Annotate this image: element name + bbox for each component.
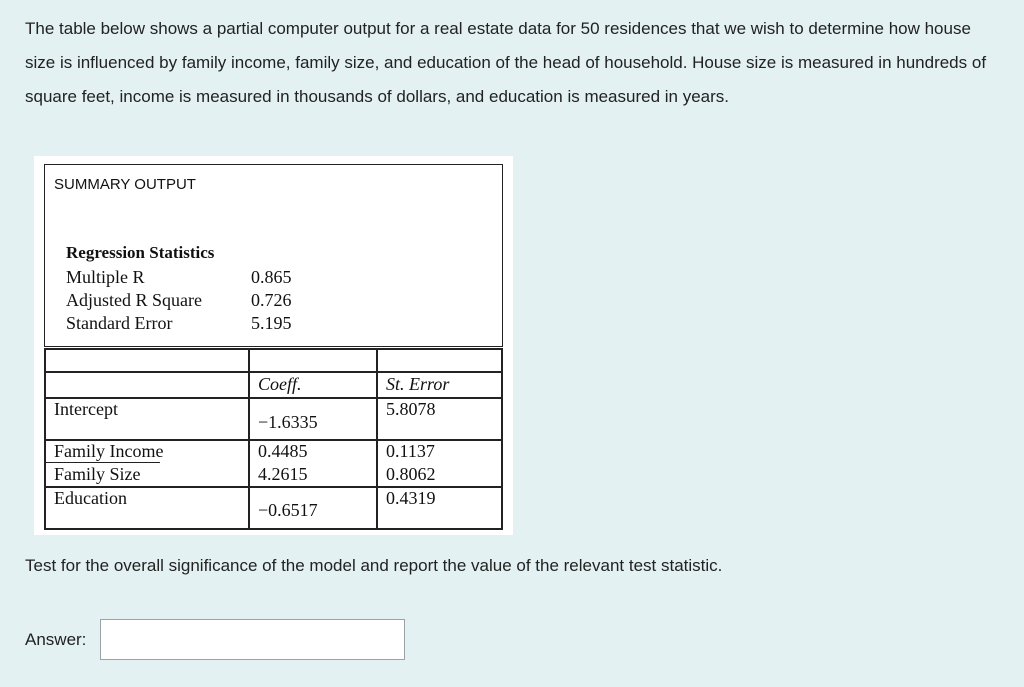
coeff-intercept: −1.6335	[258, 412, 318, 432]
coeff-header: Coeff.	[258, 374, 302, 394]
summary-output-image	[34, 156, 513, 535]
question-prompt: Test for the overall significance of the model and report the value of the relevant test statistic.	[25, 556, 723, 575]
summary-box	[44, 164, 503, 347]
row-label-education: Education	[54, 488, 127, 508]
coeff-family-size: 4.2615	[258, 464, 308, 484]
table-rule	[44, 348, 46, 529]
se-education: 0.4319	[386, 488, 436, 508]
coeff-education: −0.6517	[258, 500, 318, 520]
question-intro: The table below shows a partial computer output for a real estate data for 50 residences that we wish to determine how house size is influenced by family income, family size, and education of the head of household. House size is measured in hundreds of square feet, income is measured in thousands of dollars, and education is measured in years.	[25, 19, 987, 106]
summary-title: SUMMARY OUTPUT	[54, 176, 196, 193]
coeff-family-income: 0.4485	[258, 441, 308, 461]
se-family-income: 0.1137	[386, 441, 435, 461]
stat-value-multiple-r: 0.865	[251, 267, 292, 287]
row-label-family-income: Family Income	[54, 441, 164, 461]
row-label-family-size: Family Size	[54, 464, 141, 484]
row-label-intercept: Intercept	[54, 399, 118, 419]
table-rule	[376, 348, 378, 529]
table-rule	[501, 348, 503, 529]
table-rule	[44, 348, 503, 350]
regression-stats-heading: Regression Statistics	[66, 243, 215, 262]
table-rule	[44, 528, 503, 530]
stat-label-adjusted-r-square: Adjusted R Square	[66, 290, 202, 310]
stat-value-adjusted-r-square: 0.726	[251, 290, 292, 310]
stat-label-standard-error: Standard Error	[66, 313, 173, 333]
st-error-header: St. Error	[386, 374, 450, 394]
table-rule	[44, 462, 160, 463]
se-intercept: 5.8078	[386, 399, 436, 419]
table-rule	[44, 371, 503, 373]
stat-label-multiple-r: Multiple R	[66, 267, 145, 287]
answer-input[interactable]	[100, 619, 405, 660]
stat-value-standard-error: 5.195	[251, 313, 292, 333]
answer-label: Answer:	[25, 630, 87, 649]
table-rule	[248, 348, 250, 529]
se-family-size: 0.8062	[386, 464, 436, 484]
